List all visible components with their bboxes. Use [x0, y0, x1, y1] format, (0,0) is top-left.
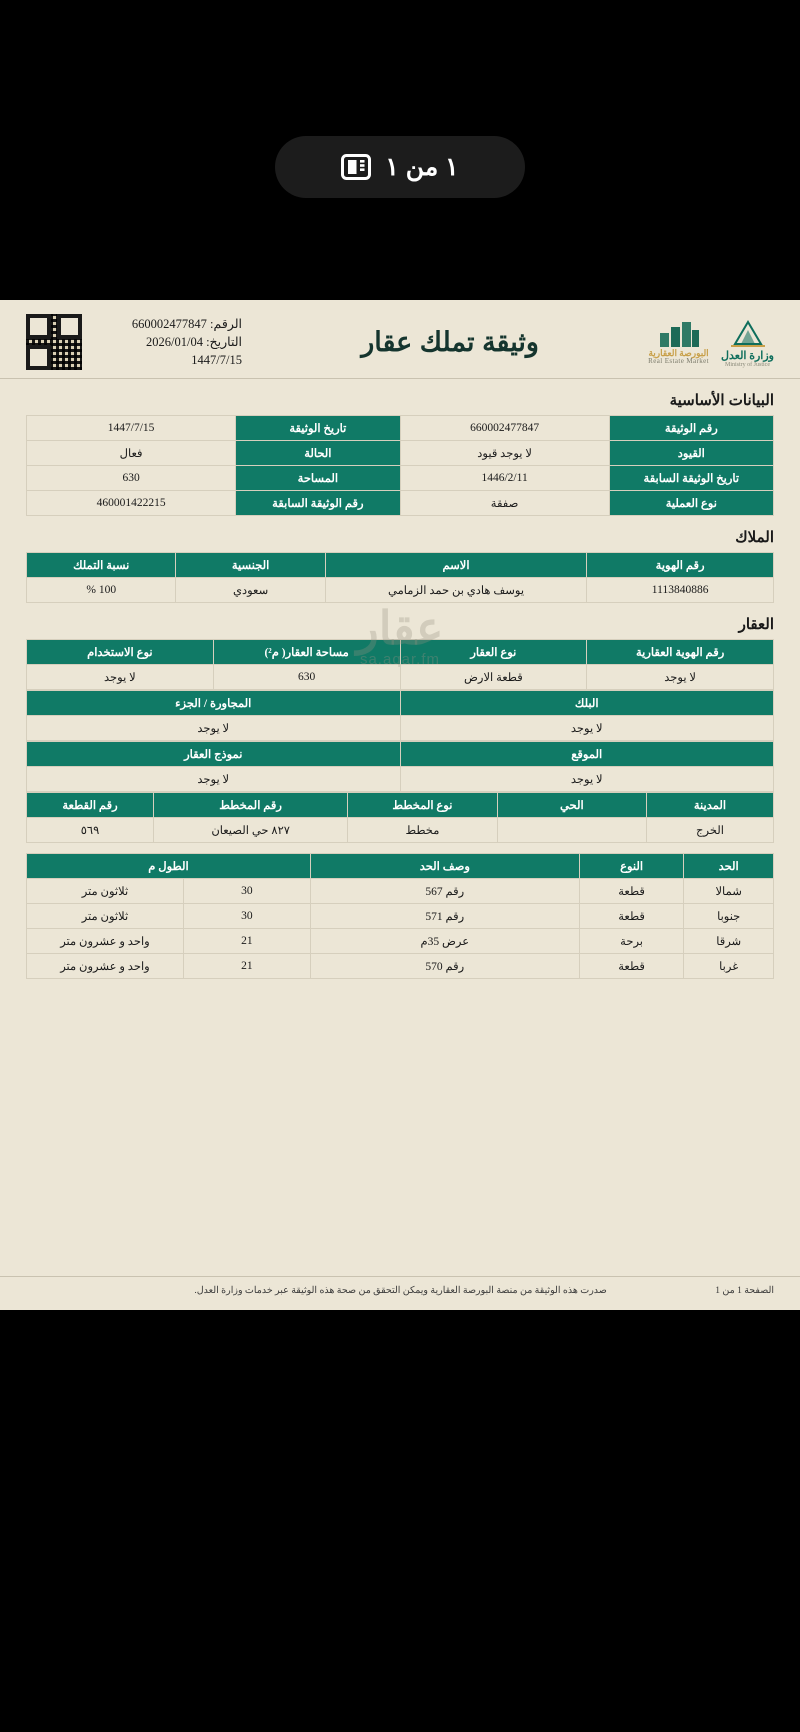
- section-owners-title: الملاك: [735, 529, 774, 546]
- property-header-row-4: [27, 793, 774, 818]
- property-plan-number: ٨٢٧ حي الصيعان: [154, 818, 348, 843]
- basic-label-3-r: نوع العملية: [609, 491, 773, 516]
- document-number-line: [92, 315, 242, 333]
- boundary-desc-2: عرض 35م: [310, 929, 579, 954]
- real-estate-buildings-icon: [656, 319, 702, 349]
- real-estate-market-logo: [648, 319, 709, 365]
- property-block: لا يوجد: [400, 716, 774, 741]
- boundary-type-0: قطعة: [579, 879, 684, 904]
- property-type: قطعة الارض: [400, 665, 587, 690]
- boundary-side-3: غربا: [684, 954, 774, 979]
- boundary-length-text-2: واحد و عشرون متر: [27, 929, 184, 954]
- boundary-length-num-3: 21: [183, 954, 310, 979]
- basic-value-3-r: صفقة: [400, 491, 609, 516]
- owners-col-nationality: الجنسية: [176, 553, 325, 578]
- table-row: [27, 665, 774, 690]
- basic-label-2-r: تاريخ الوثيقة السابقة: [609, 466, 773, 491]
- owner-name: يوسف هادي بن حمد الزمامي: [325, 578, 586, 603]
- basic-value-1-l: فعال: [27, 441, 236, 466]
- basic-label-1-l: الحالة: [236, 441, 400, 466]
- property-col-plan-type: نوع المخطط: [348, 793, 497, 818]
- table-row: [27, 466, 774, 491]
- table-row: [27, 441, 774, 466]
- basic-value-2-r: 1446/2/11: [400, 466, 609, 491]
- property-model: لا يوجد: [27, 767, 401, 792]
- watermark-url: sa.aqar.fm: [359, 651, 441, 668]
- document-number-label: الرقم:: [210, 316, 242, 331]
- boundary-side-2: شرقا: [684, 929, 774, 954]
- basic-label-3-l: رقم الوثيقة السابقة: [236, 491, 400, 516]
- watermark-arabic: عقار: [356, 602, 444, 654]
- property-table-location: [26, 741, 774, 792]
- property-district: [497, 818, 646, 843]
- owner-id: 1113840886: [587, 578, 774, 603]
- boundaries-col-length: الطول م: [27, 854, 311, 879]
- boundaries-header-row: [27, 854, 774, 879]
- basic-value-0-l: 1447/7/15: [27, 416, 236, 441]
- owner-share: 100 %: [27, 578, 176, 603]
- document-header: [0, 300, 800, 379]
- boundary-length-num-1: 30: [183, 904, 310, 929]
- document-footer: [0, 1276, 800, 1310]
- boundary-length-num-2: 21: [183, 929, 310, 954]
- owners-col-share: نسبة التملك: [27, 553, 176, 578]
- document-date-hijri: 1447/7/15: [191, 353, 242, 368]
- table-row: [27, 416, 774, 441]
- boundary-length-num-0: 30: [183, 879, 310, 904]
- document-title: وثيقة تملك عقار: [361, 326, 539, 357]
- table-row: [27, 879, 774, 904]
- property-col-neighbor-part: المجاورة / الجزء: [27, 691, 401, 716]
- table-row: [27, 491, 774, 516]
- section-basic-data: [0, 391, 800, 516]
- page-indicator-pill[interactable]: [275, 136, 525, 198]
- boundary-type-3: قطعة: [579, 954, 684, 979]
- basic-value-2-l: 630: [27, 466, 236, 491]
- boundary-side-1: جنوبا: [684, 904, 774, 929]
- owners-col-name: الاسم: [325, 553, 586, 578]
- table-row: [27, 904, 774, 929]
- boundary-desc-1: رقم 571: [310, 904, 579, 929]
- boundaries-table: [26, 853, 774, 979]
- section-boundaries: [0, 853, 800, 979]
- boundary-length-text-1: ثلاثون متر: [27, 904, 184, 929]
- document-date-line: [92, 333, 242, 351]
- section-basic-title: البيانات الأساسية: [669, 392, 774, 409]
- document-header-meta: [92, 315, 242, 369]
- qr-code: [26, 314, 82, 370]
- table-row: [27, 929, 774, 954]
- property-col-district: الحي: [497, 793, 646, 818]
- table-row: [27, 818, 774, 843]
- ministry-emblem-icon: [727, 317, 769, 351]
- property-col-city: المدينة: [647, 793, 774, 818]
- property-header-row-3: [27, 742, 774, 767]
- property-city: الخرج: [647, 818, 774, 843]
- owners-col-id: رقم الهوية: [587, 553, 774, 578]
- footer-note: صدرت هذه الوثيقة من منصة البورصة العقارية ويمكن التحقق من صحة هذه الوثيقة عبر خدمات وزارة العدل.: [194, 1286, 607, 1296]
- property-col-type: نوع العقار: [400, 640, 587, 665]
- document-sheet: [0, 300, 800, 1310]
- table-row: [27, 716, 774, 741]
- property-plan-type: مخطط: [348, 818, 497, 843]
- property-col-area: مساحة العقار( م²): [213, 640, 400, 665]
- property-col-location: الموقع: [400, 742, 774, 767]
- footer-page-number: الصفحة 1 من 1: [715, 1286, 774, 1296]
- real-estate-logo-en: Real Estate Market: [648, 357, 709, 365]
- boundary-type-1: قطعة: [579, 904, 684, 929]
- property-realestate-id: لا يوجد: [587, 665, 774, 690]
- basic-data-table: [26, 415, 774, 516]
- basic-label-1-r: القيود: [609, 441, 773, 466]
- property-table-main: [26, 639, 774, 690]
- table-row: [27, 578, 774, 603]
- document-number-value: 660002477847: [131, 316, 207, 331]
- boundary-type-2: برحة: [579, 929, 684, 954]
- property-plot-number: ٥٦٩: [27, 818, 154, 843]
- property-header-row-1: [27, 640, 774, 665]
- property-area: 630: [213, 665, 400, 690]
- property-col-block: البلك: [400, 691, 774, 716]
- basic-value-3-l: 460001422215: [27, 491, 236, 516]
- section-property: [0, 615, 800, 843]
- property-location: لا يوجد: [400, 767, 774, 792]
- page-indicator-label: ١ من ١: [385, 153, 459, 181]
- ministry-of-justice-logo: [721, 317, 774, 368]
- section-owners: [0, 528, 800, 603]
- owners-header-row: [27, 553, 774, 578]
- boundaries-col-type: النوع: [579, 854, 684, 879]
- document-date-label: التاريخ:: [206, 334, 242, 349]
- boundaries-col-desc: وصف الحد: [310, 854, 579, 879]
- owner-nationality: سعودي: [176, 578, 325, 603]
- boundary-length-text-0: ثلاثون متر: [27, 879, 184, 904]
- boundaries-col-side: الحد: [684, 854, 774, 879]
- header-logos: [648, 317, 774, 368]
- boundaries-body: [27, 879, 774, 979]
- boundary-length-text-3: واحد و عشرون متر: [27, 954, 184, 979]
- basic-label-0-l: تاريخ الوثيقة: [236, 416, 400, 441]
- table-row: [27, 954, 774, 979]
- basic-value-1-r: لا يوجد قيود: [400, 441, 609, 466]
- basic-label-0-r: رقم الوثيقة: [609, 416, 773, 441]
- property-col-plot-number: رقم القطعة: [27, 793, 154, 818]
- ministry-logo-ar: وزارة العدل: [721, 349, 774, 362]
- ministry-logo-en: Ministry of Justice: [725, 361, 770, 368]
- section-property-title: العقار: [738, 616, 774, 633]
- property-table-plan: [26, 792, 774, 843]
- boundary-desc-3: رقم 570: [310, 954, 579, 979]
- property-col-realestate-id: رقم الهوية العقارية: [587, 640, 774, 665]
- document-pages-icon: [341, 154, 371, 180]
- table-row: [27, 767, 774, 792]
- page-indicator-bar: [0, 132, 800, 202]
- property-neighbor-part: لا يوجد: [27, 716, 401, 741]
- boundary-desc-0: رقم 567: [310, 879, 579, 904]
- boundary-side-0: شمالا: [684, 879, 774, 904]
- property-header-row-2: [27, 691, 774, 716]
- real-estate-logo-ar: البورصة العقارية: [648, 348, 709, 358]
- property-col-plan-number: رقم المخطط: [154, 793, 348, 818]
- property-col-model: نموذج العقار: [27, 742, 401, 767]
- property-col-usage: نوع الاستخدام: [27, 640, 214, 665]
- property-usage: لا يوجد: [27, 665, 214, 690]
- basic-label-2-l: المساحة: [236, 466, 400, 491]
- property-table-block: [26, 690, 774, 741]
- basic-value-0-r: 660002477847: [400, 416, 609, 441]
- owners-table: [26, 552, 774, 603]
- document-date-gregorian: 2026/01/04: [146, 334, 203, 349]
